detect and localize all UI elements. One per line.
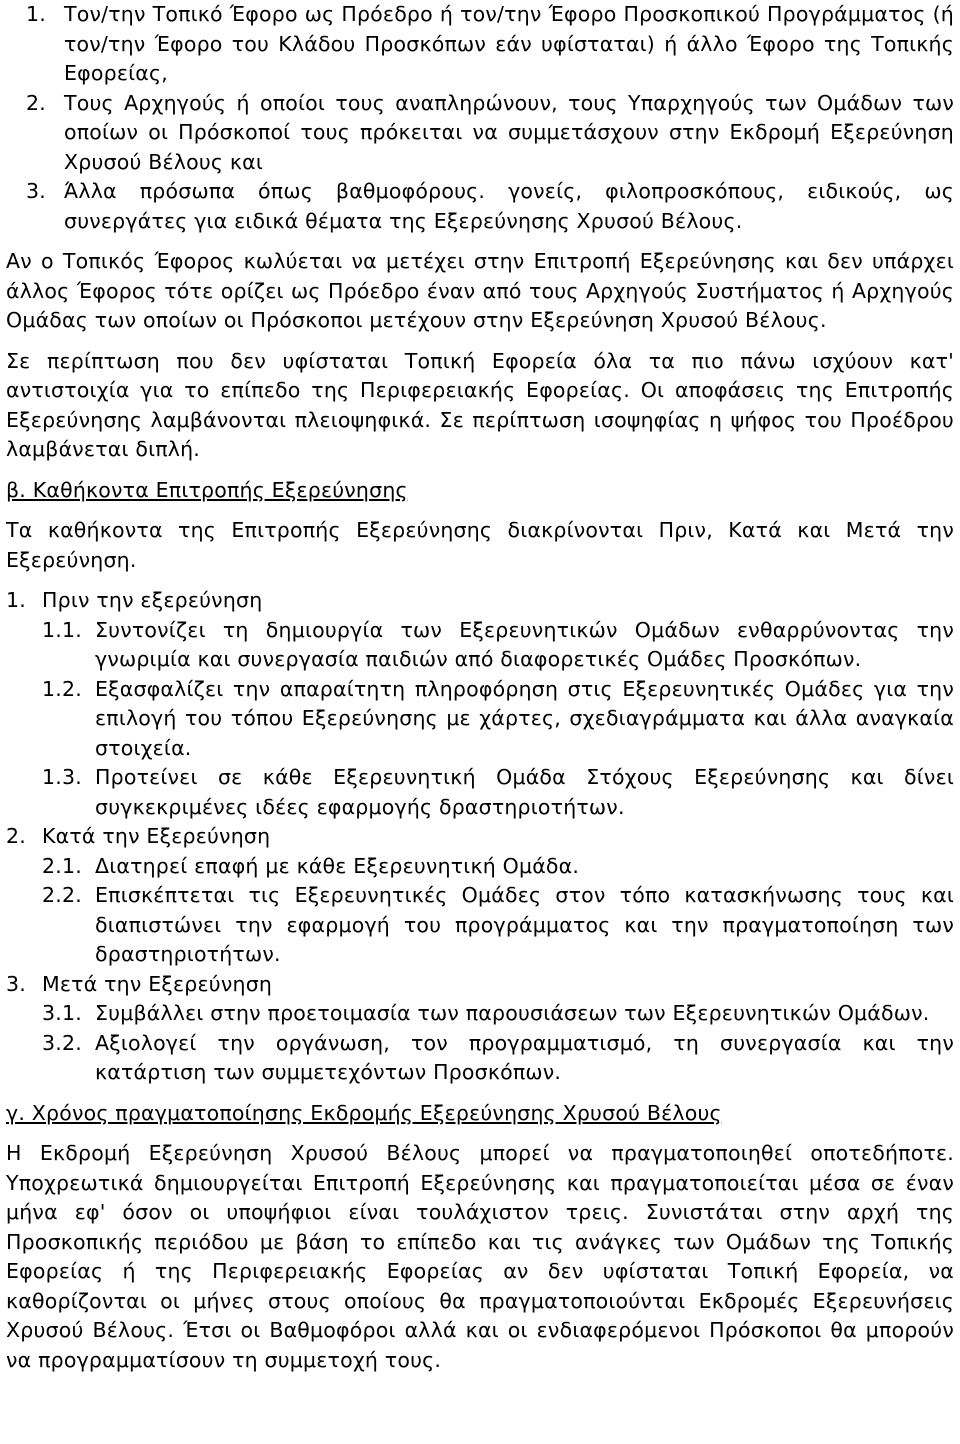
- committee-member-item: [6, 177, 954, 236]
- section-heading-timing: γ. Χρόνος πραγματοποίησης Εκδρομής Εξερεύνησης Χρυσού Βέλους: [6, 1100, 722, 1125]
- paragraph-chair-substitute: Αν ο Τοπικός Έφορος κωλύεται να μετέχει στην Επιτροπή Εξερεύνησης και δεν υπάρχει άλλος Έφορος τότε ορίζει ως Πρόεδρο έναν από τους Αρχηγούς Συστήματος ή Αρχηγούς Ομάδας των οποίων οι Πρόσκοποι μετέχουν στην Εξερεύνηση Χρυσού Βέλους.: [6, 249, 954, 332]
- duty-item: [6, 763, 954, 822]
- duty-item-text: Αξιολογεί την οργάνωση, τον προγραμματισμό, τη συνεργασία και την κατάρτιση των συμμετεχόντων Προσκόπων.: [95, 1030, 954, 1084]
- duty-item: [6, 852, 954, 882]
- list-number: 3.: [26, 179, 46, 203]
- duty-item-text: Προτείνει σε κάθε Εξερευνητική Ομάδα Στόχους Εξερεύνησης και δίνει συγκεκριμένες ιδέες εφαρμογής δραστηριοτήτων.: [95, 765, 954, 819]
- duty-item-text: Εξασφαλίζει την απαραίτητη πληροφόρηση στις Εξερευνητικές Ομάδες για την επιλογή του τόπου Εξερεύνησης με χάρτες, σχεδιαγράμματα και άλλα αναγκαία στοιχεία.: [95, 676, 954, 760]
- list-number: 1.1.: [42, 617, 82, 642]
- list-number: 3.2.: [42, 1030, 82, 1055]
- section-heading-duties: β. Καθήκοντα Επιτροπής Εξερεύνησης: [6, 477, 408, 502]
- paragraph-timing: Η Εκδρομή Εξερεύνηση Χρυσού Βέλους μπορεί να πραγματοποιηθεί οποτεδήποτε. Υποχρεωτικά δημιουργείται Επιτροπή Εξερεύνησης και πραγματοποιείται μέσα σε έναν μήνα εφ' όσον οι υποψήφιοι είναι τουλάχιστον τρεις. Συνιστάται στην αρχή της Προσκοπικής περιόδου με βάση το επίπεδο και τις ανάγκες των Ομάδων της Τοπικής Εφορείας ή της Περιφερειακής Εφορείας αν δεν υφίσταται Τοπική Εφορεία, να καθορίζονται οι μήνες στους οποίους θα πραγματοποιούνται Εκδρομές Εξερευνήσεις Χρυσού Βέλους. Έτσι οι Βαθμοφόροι αλλά και οι ενδιαφερόμενοι Πρόσκοποι θα μπορούν να προγραμματίσουν τη συμμετοχή τους.: [6, 1141, 954, 1372]
- list-number: 1.2.: [42, 676, 82, 701]
- list-item-text: Άλλα πρόσωπα όπως βαθμοφόρους. γονείς, φιλοπροσκόπους, ειδικούς, ως συνεργάτες για ειδικά θέματα της Εξερεύνησης Χρυσού Βέλους.: [64, 179, 954, 233]
- duty-phase-heading: [6, 822, 954, 852]
- duty-item-text: Συμβάλλει στην προετοιμασία των παρουσιάσεων των Εξερευνητικών Ομάδων.: [95, 1001, 930, 1025]
- duty-item: [6, 675, 954, 764]
- list-number: 2.1.: [42, 853, 82, 878]
- duty-item: [6, 881, 954, 970]
- list-number: 2.: [26, 90, 46, 115]
- duty-item-text: Συντονίζει τη δημιουργία των Εξερευνητικών Ομάδων ενθαρρύνοντας την γνωριμία και συνεργασία παιδιών από διαφορετικές Ομάδες Προσκόπων.: [95, 617, 954, 671]
- list-number: 2.2.: [42, 883, 82, 907]
- list-item-text: Τους Αρχηγούς ή οποίοι τους αναπληρώνουν, τους Υπαρχηγούς των Ομάδων των οποίων οι Πρόσκοποί τους πρόκειται να συμμετάσχουν στην Εκδρομή Εξερεύνηση Χρυσού Βέλους και: [64, 90, 954, 174]
- list-number: 3.: [6, 971, 26, 996]
- duty-item-text: Διατηρεί επαφή με κάθε Εξερευνητική Ομάδα.: [95, 853, 580, 878]
- list-number: 3.1.: [42, 1001, 82, 1025]
- list-number: 1.: [26, 2, 46, 26]
- paragraph-regional-rules: Σε περίπτωση που δεν υφίσταται Τοπική Εφορεία όλα τα πιο πάνω ισχύουν κατ' αντιστοιχία για το επίπεδο της Περιφερειακής Εφορείας. Οι αποφάσεις της Επιτροπής Εξερεύνησης λαμβάνονται πλειοψηφικά. Σε περίπτωση ισοψηφίας η ψήφος του Προέδρου λαμβάνεται διπλή.: [6, 348, 954, 461]
- duty-phase-title: Πριν την εξερεύνηση: [42, 588, 263, 612]
- duty-item: [6, 999, 954, 1029]
- duty-item-text: Επισκέπτεται τις Εξερευνητικές Ομάδες στον τόπο κατασκήνωσης τους και διαπιστώνει την εφαρμογή του προγράμματος και την πραγματοποίηση των δραστηριοτήτων.: [95, 883, 954, 966]
- duty-phase-heading: [6, 970, 954, 1000]
- paragraph-duties-intro: Τα καθήκοντα της Επιτροπής Εξερεύνησης διακρίνονται Πριν, Κατά και Μετά την Εξερεύνηση.: [6, 518, 954, 572]
- duty-phase-title: Κατά την Εξερεύνηση: [42, 824, 271, 848]
- duty-phase-title: Μετά την Εξερεύνηση: [42, 971, 273, 996]
- list-item-text: Τον/την Τοπικό Έφορο ως Πρόεδρο ή τον/την Έφορο Προσκοπικού Προγράμματος (ή τον/την Έφορο του Κλάδου Προσκόπων εάν υφίσταται) ή άλλο Έφορο της Τοπικής Εφορείας,: [64, 2, 954, 85]
- list-number: 2.: [6, 824, 26, 848]
- duty-phase-heading: [6, 586, 954, 616]
- committee-member-item: [6, 89, 954, 178]
- list-number: 1.: [6, 588, 26, 612]
- list-number: 1.3.: [42, 765, 82, 789]
- duty-item: [6, 616, 954, 675]
- committee-member-item: [6, 0, 954, 89]
- duty-item: [6, 1029, 954, 1088]
